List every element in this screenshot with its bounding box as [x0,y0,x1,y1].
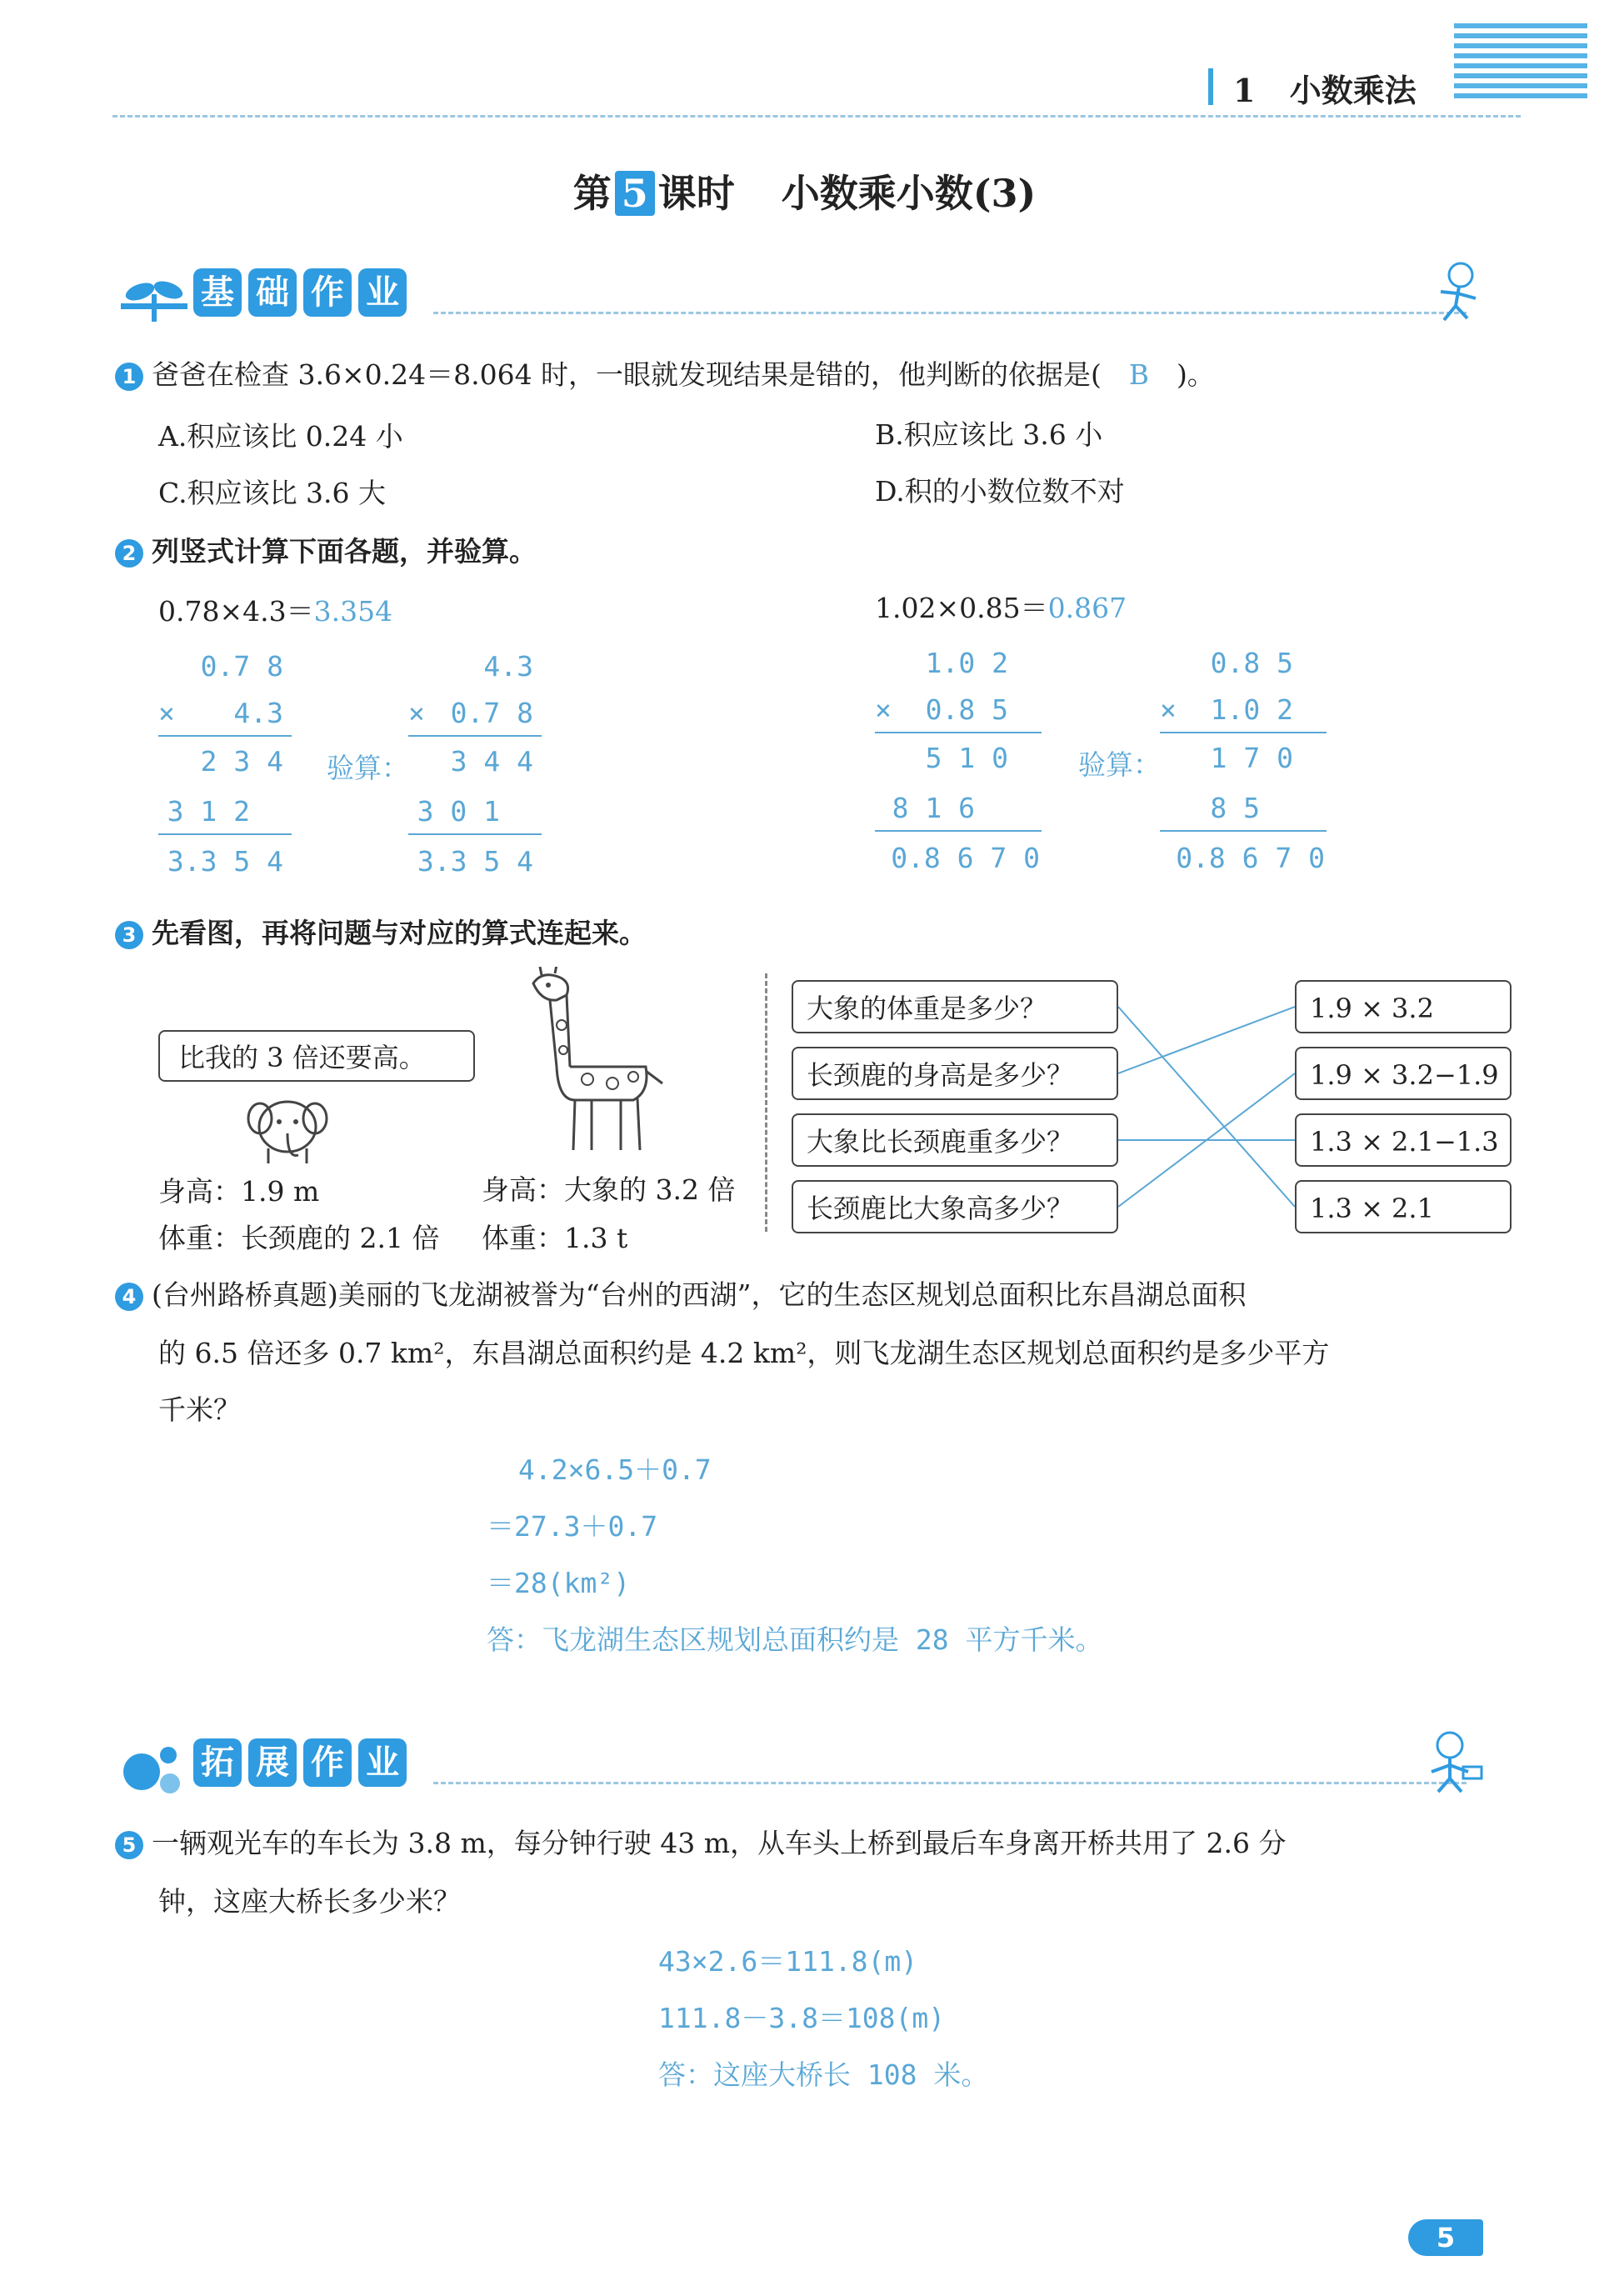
q2-calc-2-rule-2 [408,833,542,835]
q3-prompt: 先看图，再将问题与对应的算式连起来。 [152,917,647,949]
q2-left-equation [158,590,392,629]
q4-step-3: ＝28(km²) [487,1567,631,1599]
q4-text-1: (台州路桥真题)美丽的飞龙湖被誉为“台州的西湖”，它的生态区规划总面积比东昌湖总面积 [152,1278,1247,1311]
q5-line-2: 钟，这座大桥长多少米？ [158,1885,461,1918]
q5-line-1 [115,1822,1286,1861]
q2-calc-1-rule-2 [158,833,292,835]
q2-calc-2-row-2: 0.7 8 [450,697,533,729]
q4-number: 4 [115,1283,143,1311]
header-divider [112,115,1521,118]
q2-calc-4-rule-2 [1160,830,1327,832]
q2-calc-4-row-5: 0.8 6 7 0 [1176,842,1325,874]
q2-calc-1-row-5: 3.3 5 4 [167,845,283,878]
q2-calc-1-row-2: 4.3 [233,697,283,729]
q1-text-before: 爸爸在检查 3.6×0.24＝8.064 时，一眼就发现结果是错的，他判断的依据是( [152,358,1102,391]
q2-right-equation [875,587,1127,626]
q2-calc-4-row-4: 8 5 [1210,792,1260,824]
section-basic [117,268,1467,327]
q2-left-eq: 0.78×4.3＝ [158,595,314,628]
q5-step-1: 43×2.6＝111.8(m) [658,1945,918,1978]
q2-right-answer: 0.867 [1047,592,1127,624]
q3-question-3[interactable]: 大象比长颈鹿重多少？ [792,1113,1118,1167]
giraffe-height: 身高：大象的 3.2 倍 [482,1173,736,1206]
q2-calc-4 [1160,647,1327,880]
section-extend-divider [433,1782,1467,1784]
q3-match-lines [1118,980,1295,1233]
q3-formula-3[interactable]: 1.3 × 2.1−1.3 [1295,1113,1512,1167]
q2-stem [115,530,537,569]
elephant-speech-bubble: 比我的 3 倍还要高。 [158,1030,475,1082]
q3-stem [115,912,647,951]
q2-calc-4-row-3: 1 7 0 [1210,742,1293,774]
q2-calc-2-row-1: 4.3 [483,650,533,683]
q1-option-b: B.积应该比 3.6 小 [875,418,1103,451]
q4-line-2: 的 6.5 倍还多 0.7 km²，东昌湖总面积约是 4.2 km²，则飞龙湖生态区规划总面积约是多少平方 [158,1337,1330,1369]
page-number: 5 [1408,2219,1483,2256]
q4-step-2: ＝27.3＋0.7 [487,1510,658,1543]
q4-line-3: 千米？ [158,1393,241,1426]
q4-line-1 [115,1273,1247,1313]
q1-option-d: D.积的小数位数不对 [875,475,1125,508]
q2-calc-3-row-2: 0.8 5 [925,693,1008,726]
q5-number: 5 [115,1831,143,1859]
q2-verify-label-right: 验算： [1078,748,1161,781]
lesson-number: 5 [615,171,655,216]
giraffe-weight: 体重：1.3 t [482,1222,628,1254]
section-extend [117,1738,1467,1797]
q3-question-4[interactable]: 长颈鹿比大象高多少？ [792,1180,1118,1233]
q2-calc-3-times: × [875,693,892,726]
q2-calc-4-rule-1 [1160,732,1327,733]
elephant-icon [242,1083,333,1167]
section-extend-char-4: 业 [358,1738,407,1787]
lesson-title [0,163,1609,218]
q2-right-eq: 1.02×0.85＝ [875,592,1048,624]
q2-calc-1-row-3: 2 3 4 [200,745,283,778]
q1-answer: B [1128,358,1150,391]
chapter-number: 1 [1233,72,1256,109]
q2-calc-2-times: × [408,697,425,729]
section-basic-char-2: 础 [248,268,297,317]
q2-calc-2-row-5: 3.3 5 4 [417,845,533,878]
q2-prompt: 列竖式计算下面各题，并验算。 [152,535,537,568]
q2-calc-3-rule-1 [875,732,1042,733]
q2-calc-3-row-1: 1.0 2 [925,647,1008,679]
q3-formula-1[interactable]: 1.9 × 3.2 [1295,980,1512,1033]
q2-calc-4-row-2: 1.0 2 [1210,693,1293,726]
q3-formula-4[interactable]: 1.3 × 2.1 [1295,1180,1512,1233]
q3-question-2[interactable]: 长颈鹿的身高是多少？ [792,1047,1118,1100]
q2-calc-1-rule-1 [158,735,292,737]
q3-formula-2[interactable]: 1.9 × 3.2−1.9 [1295,1047,1512,1100]
header-stripes [1454,23,1587,103]
q2-calc-1-times: × [158,697,175,729]
q4-answer: 答：飞龙湖生态区规划总面积约是 28 平方千米。 [487,1623,1103,1656]
giraffe-icon [508,967,667,1158]
chapter-header [1233,65,1417,111]
q1-option-c: C.积应该比 3.6 大 [158,477,387,509]
running-kid-icon [1429,260,1487,327]
q2-left-answer: 3.354 [313,595,393,628]
q2-calc-3-rule-2 [875,830,1042,832]
q1-stem [115,353,1215,393]
reading-kid-icon [1417,1728,1492,1795]
q2-calc-1 [158,650,292,883]
section-basic-char-1: 基 [193,268,242,317]
section-extend-char-1: 拓 [193,1738,242,1787]
section-basic-char-3: 作 [303,268,352,317]
q4-step-1: 4.2×6.5＋0.7 [518,1453,712,1486]
q2-calc-3-row-5: 0.8 6 7 0 [891,842,1040,874]
sprout-icon [117,273,192,323]
q2-calc-3 [875,647,1042,880]
q5-text-1: 一辆观光车的车长为 3.8 m，每分钟行驶 43 m，从车头上桥到最后车身离开桥共用了 2.6 分 [152,1827,1287,1859]
q1-option-a: A.积应该比 0.24 小 [158,420,403,453]
q5-answer: 答：这座大桥长 108 米。 [658,2058,989,2091]
q2-calc-2-rule-1 [408,735,542,737]
q3-number: 3 [115,921,143,949]
q2-calc-3-row-3: 5 1 0 [925,742,1008,774]
header-bar [1208,68,1213,105]
match-line-2 [1118,1007,1295,1073]
q2-calc-4-row-1: 0.8 5 [1210,647,1293,679]
lesson-prefix: 第 [572,171,612,216]
q2-calc-3-row-4: 8 1 6 [892,792,975,824]
section-basic-char-4: 业 [358,268,407,317]
q2-calc-2-row-3: 3 4 4 [450,745,533,778]
q2-calc-2 [408,650,542,883]
q3-question-1[interactable]: 大象的体重是多少？ [792,980,1118,1033]
section-extend-char-2: 展 [248,1738,297,1787]
elephant-height: 身高：1.9 m [158,1175,320,1208]
bubbles-icon [117,1738,192,1797]
q3-divider [765,973,767,1232]
q2-calc-2-row-4: 3 0 1 [417,795,500,828]
lesson-unit: 课时 [657,171,735,216]
chapter-title: 小数乘法 [1289,72,1417,109]
match-line-1 [1118,1007,1295,1207]
q2-calc-1-row-4: 3 1 2 [167,795,250,828]
section-extend-char-3: 作 [303,1738,352,1787]
lesson-name: 小数乘小数(3) [781,171,1037,216]
elephant-weight: 体重：长颈鹿的 2.1 倍 [158,1222,440,1254]
q2-verify-label-left: 验算： [327,752,409,784]
q1-text-after: )。 [1176,358,1215,391]
q2-calc-4-times: × [1160,693,1177,726]
q2-number: 2 [115,539,143,568]
section-basic-divider [433,312,1467,314]
q2-calc-1-row-1: 0.7 8 [200,650,283,683]
q5-step-2: 111.8－3.8＝108(m) [658,2002,946,2034]
q1-number: 1 [115,363,143,391]
